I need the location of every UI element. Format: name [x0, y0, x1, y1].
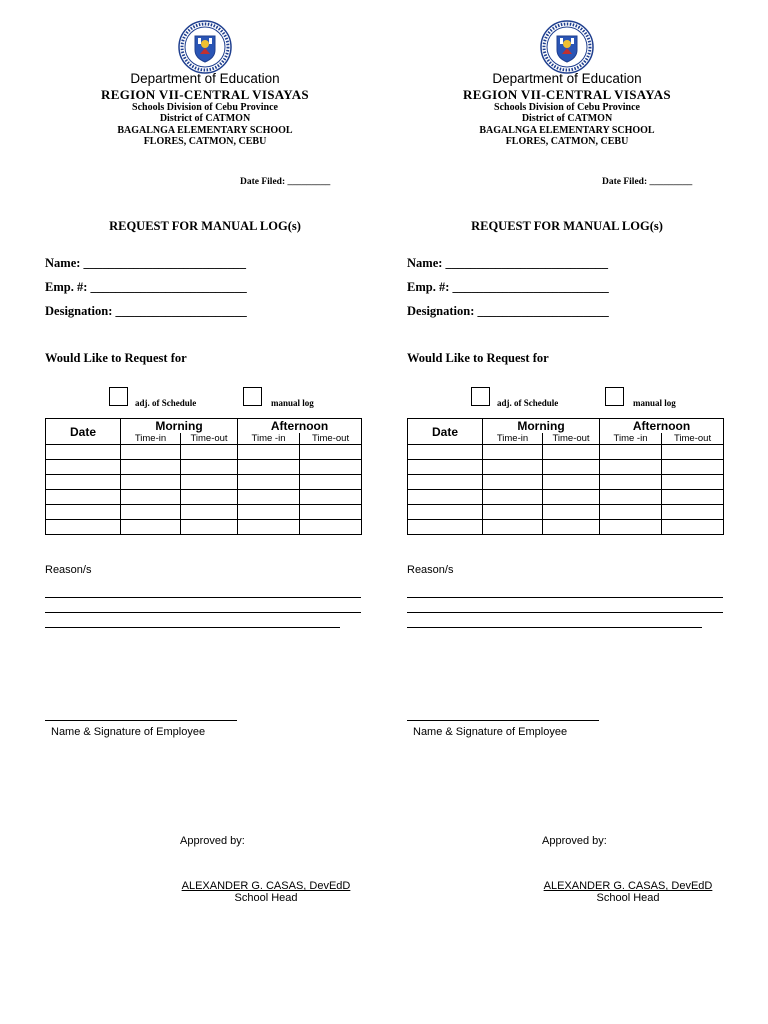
table-cell[interactable]: [600, 520, 662, 535]
approver-title: School Head: [596, 892, 660, 904]
log-table: [407, 418, 724, 535]
table-cell[interactable]: [543, 490, 600, 505]
reason-line[interactable]: [407, 612, 723, 613]
table-cell[interactable]: [600, 505, 662, 520]
region-name: REGION VII-CENTRAL VISAYAS: [463, 87, 671, 102]
table-cell[interactable]: [238, 520, 300, 535]
designation-field[interactable]: Designation: _____________________: [407, 304, 609, 318]
table-cell[interactable]: [408, 520, 483, 535]
table-cell[interactable]: [483, 490, 543, 505]
district-name: District of CATMON: [159, 113, 251, 124]
deped-seal-icon: [178, 20, 232, 74]
table-cell[interactable]: [46, 505, 121, 520]
morning-time-in-header: Time-in: [121, 433, 181, 445]
table-row: [46, 505, 362, 520]
reason-line[interactable]: [45, 612, 361, 613]
table-cell[interactable]: [662, 520, 724, 535]
afternoon-header: Afternoon: [238, 419, 362, 434]
table-row: [408, 520, 724, 535]
table-row: [46, 460, 362, 475]
table-row: [46, 520, 362, 535]
table-cell[interactable]: [600, 445, 662, 460]
table-cell[interactable]: [46, 445, 121, 460]
manual-log-form-left: [40, 0, 370, 1024]
table-cell[interactable]: [408, 505, 483, 520]
table-cell[interactable]: [46, 520, 121, 535]
table-row: [408, 475, 724, 490]
date-header: Date: [408, 419, 483, 445]
table-cell[interactable]: [300, 460, 362, 475]
table-cell[interactable]: [483, 460, 543, 475]
manual-log-checkbox[interactable]: [243, 387, 262, 406]
table-cell[interactable]: [408, 445, 483, 460]
form-title: REQUEST FOR MANUAL LOG(s): [109, 219, 301, 233]
adj-schedule-label: adj. of Schedule: [497, 398, 559, 408]
school-name: BAGALNGA ELEMENTARY SCHOOL: [117, 125, 293, 136]
name-field[interactable]: Name: __________________________: [45, 256, 247, 270]
morning-header: Morning: [121, 419, 238, 434]
reason-line[interactable]: [45, 597, 361, 598]
table-cell[interactable]: [483, 445, 543, 460]
request-heading: Would Like to Request for: [45, 351, 187, 365]
afternoon-time-out-header: Time-out: [300, 433, 362, 445]
reason-label: Reason/s: [407, 564, 454, 576]
table-cell[interactable]: [543, 475, 600, 490]
date-filed-field[interactable]: Date Filed: _________: [240, 177, 331, 187]
adj-schedule-label: adj. of Schedule: [135, 398, 197, 408]
log-table: [45, 418, 362, 535]
table-cell[interactable]: [181, 520, 238, 535]
table-cell[interactable]: [543, 445, 600, 460]
table-cell[interactable]: [600, 460, 662, 475]
table-cell[interactable]: [543, 460, 600, 475]
adj-schedule-checkbox[interactable]: [471, 387, 490, 406]
morning-header: Morning: [483, 419, 600, 434]
approver-name: ALEXANDER G. CASAS, DevEdD: [181, 880, 351, 892]
afternoon-header: Afternoon: [600, 419, 724, 434]
table-cell[interactable]: [408, 490, 483, 505]
department-name: Department of Education: [492, 71, 642, 86]
morning-time-out-header: Time-out: [543, 433, 600, 445]
deped-seal-icon: [540, 20, 594, 74]
reason-line[interactable]: [407, 627, 702, 628]
division-name: Schools Division of Cebu Province: [494, 102, 640, 113]
table-cell[interactable]: [662, 505, 724, 520]
table-cell[interactable]: [662, 475, 724, 490]
table-cell[interactable]: [300, 490, 362, 505]
emp-number-field[interactable]: Emp. #: _________________________: [45, 280, 247, 294]
table-row: [408, 490, 724, 505]
afternoon-time-out-header: Time-out: [662, 433, 724, 445]
table-cell[interactable]: [662, 460, 724, 475]
table-cell[interactable]: [46, 460, 121, 475]
region-name: REGION VII-CENTRAL VISAYAS: [101, 87, 309, 102]
approver-title: School Head: [234, 892, 298, 904]
table-cell[interactable]: [121, 445, 181, 460]
table-cell[interactable]: [181, 445, 238, 460]
table-cell[interactable]: [121, 520, 181, 535]
table-cell[interactable]: [238, 445, 300, 460]
table-cell[interactable]: [300, 520, 362, 535]
table-row: [46, 445, 362, 460]
date-header: Date: [46, 419, 121, 445]
table-cell[interactable]: [121, 490, 181, 505]
table-cell[interactable]: [181, 475, 238, 490]
table-cell[interactable]: [483, 475, 543, 490]
table-cell[interactable]: [600, 475, 662, 490]
reason-label: Reason/s: [45, 564, 92, 576]
table-cell[interactable]: [46, 475, 121, 490]
name-field[interactable]: Name: __________________________: [407, 256, 609, 270]
table-cell[interactable]: [662, 445, 724, 460]
district-name: District of CATMON: [521, 113, 613, 124]
morning-time-in-header: Time-in: [483, 433, 543, 445]
table-row: [46, 490, 362, 505]
form-title: REQUEST FOR MANUAL LOG(s): [471, 219, 663, 233]
table-cell[interactable]: [121, 505, 181, 520]
table-cell[interactable]: [238, 475, 300, 490]
adj-schedule-checkbox[interactable]: [109, 387, 128, 406]
table-cell[interactable]: [238, 505, 300, 520]
afternoon-time-in-header: Time -in: [238, 433, 300, 445]
school-address: FLORES, CATMON, CEBU: [143, 136, 267, 147]
approved-by-label: Approved by:: [542, 835, 607, 847]
manual-log-label: manual log: [271, 398, 314, 408]
approver-name: ALEXANDER G. CASAS, DevEdD: [543, 880, 713, 892]
table-cell[interactable]: [543, 505, 600, 520]
table-cell[interactable]: [181, 505, 238, 520]
table-cell[interactable]: [238, 490, 300, 505]
table-row: [408, 505, 724, 520]
table-cell[interactable]: [181, 490, 238, 505]
table-cell[interactable]: [300, 475, 362, 490]
table-cell[interactable]: [181, 460, 238, 475]
table-cell[interactable]: [600, 490, 662, 505]
table-row: [408, 445, 724, 460]
approved-by-label: Approved by:: [180, 835, 245, 847]
reason-line[interactable]: [407, 597, 723, 598]
table-cell[interactable]: [300, 445, 362, 460]
designation-field[interactable]: Designation: _____________________: [45, 304, 247, 318]
morning-time-out-header: Time-out: [181, 433, 238, 445]
table-cell[interactable]: [46, 490, 121, 505]
signature-line[interactable]: [407, 720, 599, 721]
table-cell[interactable]: [300, 505, 362, 520]
table-cell[interactable]: [662, 490, 724, 505]
table-cell[interactable]: [408, 460, 483, 475]
emp-number-field[interactable]: Emp. #: _________________________: [407, 280, 609, 294]
table-cell[interactable]: [483, 505, 543, 520]
table-cell[interactable]: [543, 520, 600, 535]
signature-label: Name & Signature of Employee: [413, 726, 568, 738]
table-cell[interactable]: [121, 475, 181, 490]
table-row: [408, 460, 724, 475]
department-name: Department of Education: [130, 71, 280, 86]
reason-line[interactable]: [45, 627, 340, 628]
signature-line[interactable]: [45, 720, 237, 721]
school-name: BAGALNGA ELEMENTARY SCHOOL: [479, 125, 655, 136]
manual-log-checkbox[interactable]: [605, 387, 624, 406]
manual-log-form-right: [402, 0, 732, 1024]
request-heading: Would Like to Request for: [407, 351, 549, 365]
signature-label: Name & Signature of Employee: [51, 726, 206, 738]
table-cell[interactable]: [483, 520, 543, 535]
table-cell[interactable]: [238, 460, 300, 475]
table-cell[interactable]: [408, 475, 483, 490]
division-name: Schools Division of Cebu Province: [132, 102, 278, 113]
school-address: FLORES, CATMON, CEBU: [505, 136, 629, 147]
date-filed-field[interactable]: Date Filed: _________: [602, 177, 693, 187]
manual-log-label: manual log: [633, 398, 676, 408]
table-cell[interactable]: [121, 460, 181, 475]
afternoon-time-in-header: Time -in: [600, 433, 662, 445]
table-row: [46, 475, 362, 490]
